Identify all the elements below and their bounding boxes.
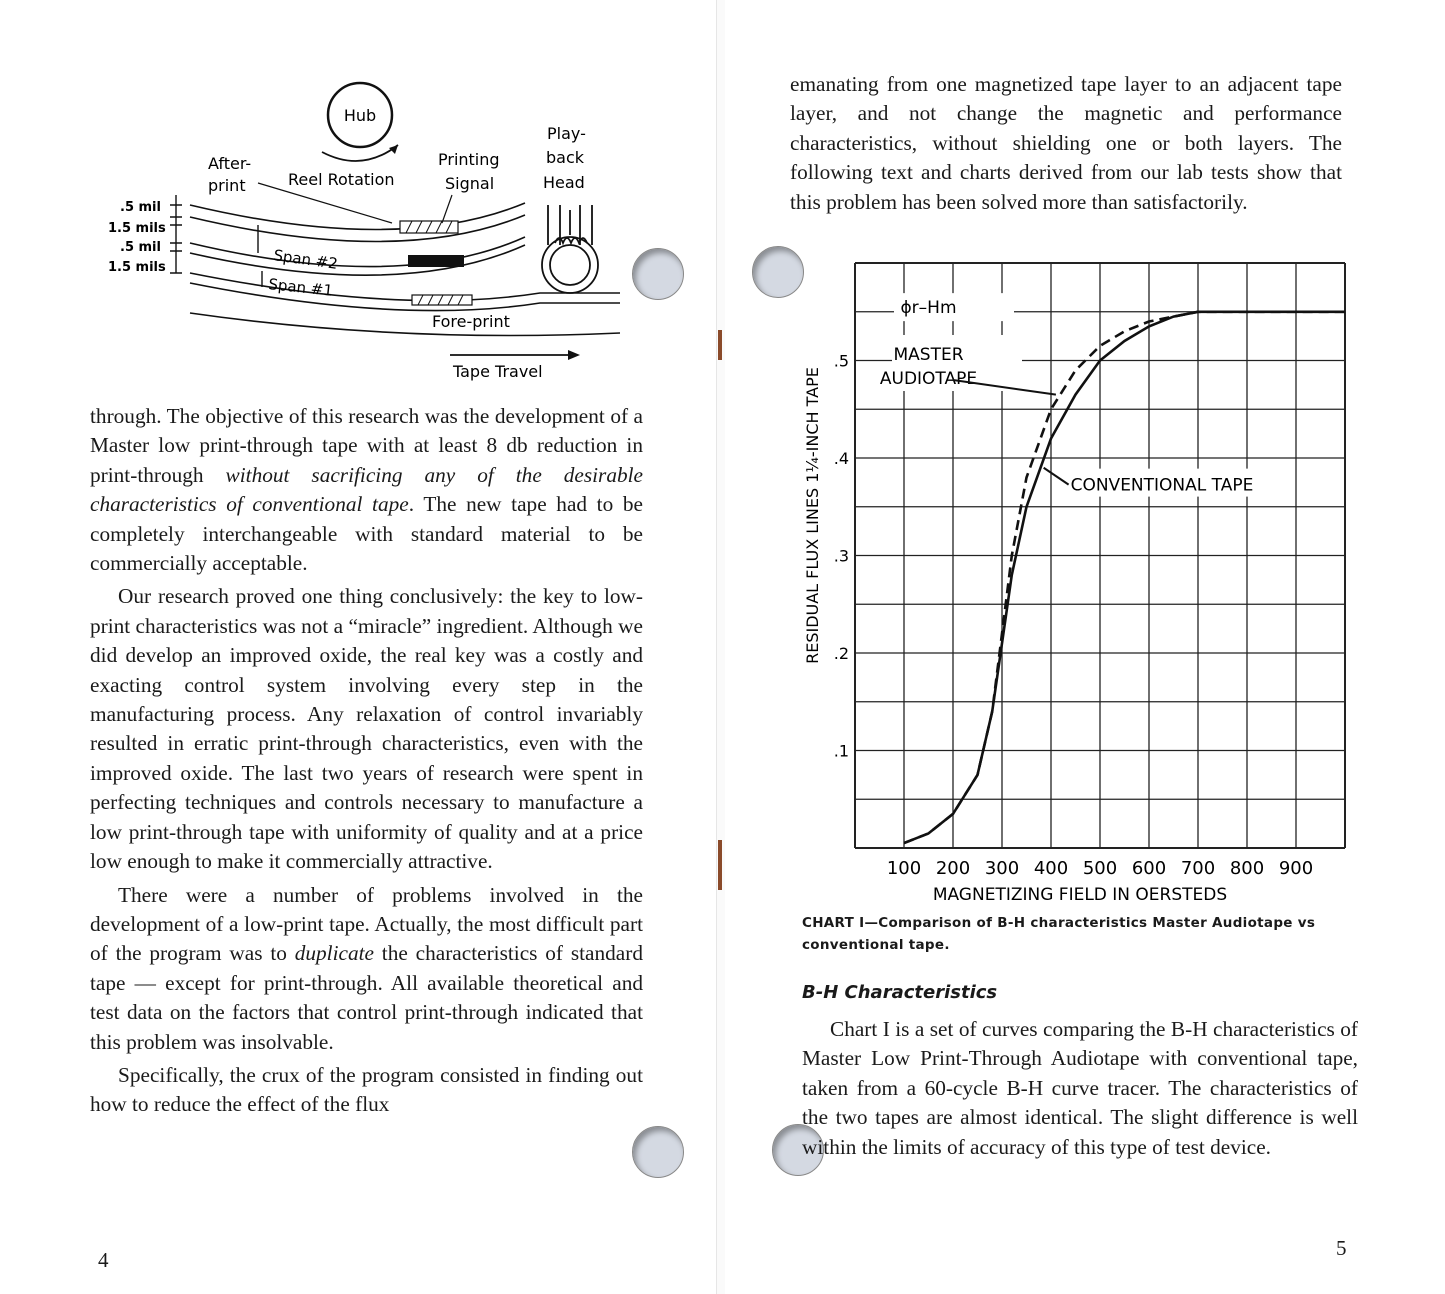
thickness-label-2: 1.5 mils xyxy=(108,221,166,236)
legend-conventional: CONVENTIONAL TAPE xyxy=(1070,475,1254,496)
binding-hole xyxy=(632,248,684,300)
thickness-label-4: 1.5 mils xyxy=(108,260,166,275)
after-print-label-2: print xyxy=(208,176,246,195)
x-tick-label: 100 xyxy=(886,858,922,879)
x-tick-label: 500 xyxy=(1082,858,1118,879)
span2-label: Span #2 xyxy=(272,246,339,273)
x-tick-label: 200 xyxy=(935,858,971,879)
reel-rotation-label: Reel Rotation xyxy=(288,170,395,189)
y-tick-label: .1 xyxy=(833,741,849,761)
paragraph-1: through. The objective of this research was the development of a Master low print-through tape with at least 8 db reduction in print-through without sacrificing any of the desirable characteristics of conventional tape. The new tape had to be completely interchangeable with standard material to be commercially acceptable. xyxy=(90,404,643,576)
printing-label-1: Printing xyxy=(438,150,500,169)
x-tick-label: 900 xyxy=(1278,858,1314,879)
right-page xyxy=(724,0,1445,1294)
y-tick-label: .4 xyxy=(833,449,849,468)
printing-signal-block xyxy=(408,255,464,267)
thickness-label-3: .5 mil xyxy=(120,240,161,255)
x-tick-label: 300 xyxy=(984,858,1020,879)
series-line-conventional xyxy=(904,312,1345,843)
chart-inner-label: ϕr–Hm xyxy=(900,298,957,319)
playback-label-2: back xyxy=(546,148,585,167)
series-line-master xyxy=(904,312,1345,843)
bh-paragraph: Chart I is a set of curves comparing the B-H characteristics of Master Low Print-Through Audiotape with conventional tape, taken from a 60-cycle B-H curve tracer. The characteristics of the two tapes are almost identical. The slight difference is well within the limits of accuracy of this type of test device. xyxy=(802,1017,1358,1159)
page-number-left: 4 xyxy=(98,1248,109,1272)
section-heading: B-H Characteristics xyxy=(802,982,998,1003)
x-axis-label: MAGNETIZING FIELD IN OERSTEDS xyxy=(932,885,1228,905)
right-body-text xyxy=(802,1015,1358,1162)
after-print-label-1: After- xyxy=(208,154,252,173)
playback-label-1: Play- xyxy=(547,124,586,143)
legend-master-line1: MASTER xyxy=(893,344,964,365)
left-body-text xyxy=(90,402,643,1120)
playback-label-3: Head xyxy=(543,173,585,192)
thickness-label-1: .5 mil xyxy=(120,200,161,215)
binding-hole xyxy=(632,1126,684,1178)
tape-travel-label: Tape Travel xyxy=(453,362,543,381)
printing-label-2: Signal xyxy=(445,174,495,193)
paragraph-4: Specifically, the crux of the program consisted in finding out how to reduce the effect of the flux xyxy=(90,1062,643,1117)
intro-paragraph: emanating from one magnetized tape layer to an adjacent tape layer, and not change the magnetic and performance characteristics, without shielding one or both layers. The following text and charts derived from our lab tests show that this problem has been solved more than satisfactorily. xyxy=(790,72,1342,214)
y-tick-label: .2 xyxy=(833,644,849,663)
fore-print-label: Fore-print xyxy=(432,312,510,331)
paragraph-3: There were a number of problems involved in the development of a low-print tape. Actually, the most difficult part of the program was to duplicate the characteristics of standard tape — except for print-through. All available theoretical and test data on the factors that control print-through indicated that this problem was insolvable. xyxy=(90,882,643,1054)
bh-chart xyxy=(790,255,1360,905)
legend-master-line2: AUDIOTAPE xyxy=(879,368,978,389)
left-page xyxy=(0,0,716,1294)
spine-stain xyxy=(718,840,722,890)
page-number-right: 5 xyxy=(1336,1236,1347,1260)
span1-label: Span #1 xyxy=(267,275,334,300)
spine-stain xyxy=(718,330,722,360)
paragraph-2: Our research proved one thing conclusively: the key to low-print characteristics was not a “miracle” ingredient. Although we did develop an improved oxide, the real key was a costly and exacting control system involving every step in the manufacturing process. Any relaxation of control invariably resulted in erratic print-through characteristics, even with the improved oxide. The last two years of research were spent in perfecting techniques and controls necessary to manufacture a low print-through tape with uniformity of quality and at a price low enough to make it commercially attractive. xyxy=(90,584,643,874)
chart-caption: CHART I—Comparison of B-H characteristics Master Audiotape vs conventional tape. xyxy=(802,915,1316,953)
print-through-diagram xyxy=(100,75,640,395)
y-tick-label: .5 xyxy=(833,351,849,371)
right-intro-text xyxy=(790,70,1342,217)
x-tick-label: 700 xyxy=(1180,858,1216,879)
x-tick-label: 800 xyxy=(1229,858,1265,879)
x-tick-label: 400 xyxy=(1033,858,1069,879)
hub-label: Hub xyxy=(343,106,377,125)
y-axis-label: RESIDUAL FLUX LINES 1¼-INCH TAPE xyxy=(803,367,822,664)
x-tick-label: 600 xyxy=(1131,858,1167,879)
y-tick-label: .3 xyxy=(833,546,849,566)
playback-head-icon xyxy=(542,205,598,293)
